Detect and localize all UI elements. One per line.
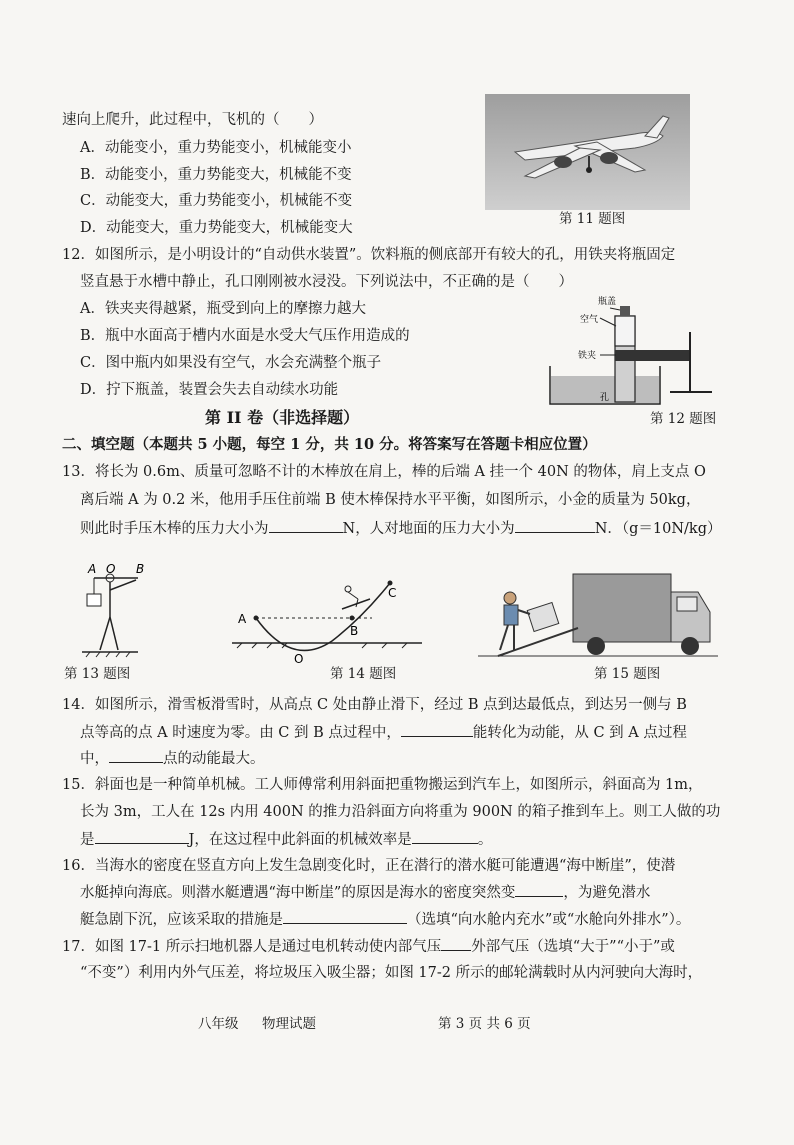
- q11-option-c: C．动能变大，重力势能变小，机械能不变: [80, 193, 353, 209]
- q14-answer-blank-1[interactable]: [401, 722, 473, 737]
- q12-figure-caption: 第 12 题图: [650, 411, 717, 427]
- q14-answer-blank-2[interactable]: [109, 748, 163, 763]
- q13-line3-text-b: N，人对地面的压力大小为: [342, 521, 515, 537]
- q12-line2: 竖直悬于水槽中静止，孔口刚刚被水浸没。下列说法中，不正确的是（ ）: [80, 274, 573, 290]
- q14-figure-caption: 第 14 题图: [330, 666, 397, 682]
- q13-label-o: O: [106, 562, 116, 576]
- q17-line2: “不变”）利用内外气压差，将垃圾压入吸尘器；如图 17-2 所示的邮轮满载时从内河驶向大海时，: [80, 965, 703, 981]
- q13-label-b: B: [136, 562, 145, 576]
- footer-grade: 八年级: [198, 1016, 239, 1032]
- q16-line3-text-b: （选填“向水舱内充水”或“水舱向外排水”）。: [407, 912, 691, 928]
- q12-option-a: A．铁夹夹得越紧，瓶受到向上的摩擦力越大: [80, 301, 366, 317]
- q14-line3: [80, 748, 265, 769]
- q12-option-d: D．拧下瓶盖，装置会失去自动续水功能: [80, 382, 339, 398]
- q16-answer-blank-2[interactable]: [283, 909, 407, 924]
- q13-figure-caption: 第 13 题图: [64, 666, 131, 682]
- q14-label-c: C: [388, 586, 397, 600]
- footer-subject: 物理试题: [262, 1016, 316, 1032]
- q12-option-b: B．瓶中水面高于槽内水面是水受大气压作用造成的: [80, 328, 410, 344]
- q14-label-a: A: [238, 612, 247, 626]
- q15-line3-text-a: 是: [80, 832, 95, 848]
- q15-ramp-truck-diagram: [478, 570, 718, 662]
- q14-line3-text-b: 点的动能最大。: [163, 751, 265, 767]
- q13-answer-blank-1[interactable]: [269, 518, 343, 533]
- q15-line3-text-c: 。: [477, 832, 493, 848]
- q13-lever-diagram: [78, 562, 158, 664]
- q12-label-hole: 孔: [600, 393, 610, 403]
- section2-title: 二、填空题（本题共 5 小题，每空 1 分，共 10 分。将答案写在答题卡相应位置）: [62, 436, 597, 453]
- q12-option-c: C．图中瓶内如果没有空气，水会充满整个瓶子: [80, 355, 382, 371]
- q11-option-a: A．动能变小，重力势能变小，机械能变小: [80, 140, 352, 156]
- q14-line2: [80, 722, 687, 743]
- q16-line3-text-a: 艇急剧下沉，应该采取的措施是: [80, 912, 283, 928]
- q15-figure-caption: 第 15 题图: [594, 666, 661, 682]
- q14-line2-text-b: 能转化为动能，从 C 到 A 点过程: [472, 725, 687, 741]
- q17-line1-text-b: 外部气压（选填“大于”“小于”或: [471, 939, 675, 955]
- q16-line2-text-a: 水艇掉向海底。则潜水艇遭遇“海中断崖”的原因是海水的密度突然变: [80, 885, 516, 901]
- airplane-photo: [485, 94, 690, 210]
- q16-line2: [80, 882, 650, 903]
- q11-option-b: B．动能变小，重力势能变大，机械能不变: [80, 167, 352, 183]
- footer-page-number: 第 3 页 共 6 页: [438, 1016, 531, 1032]
- q12-water-supply-diagram: [540, 292, 720, 410]
- q16-line1: 16．当海水的密度在竖直方向上发生急剧变化时，正在潜行的潜水艇可能遭遇“海中断崖”，使潜: [62, 858, 676, 874]
- q13-line3-text-a: 则此时手压木棒的压力大小为: [80, 521, 269, 537]
- q15-line3: [80, 829, 492, 850]
- q16-line3: [80, 909, 690, 930]
- q13-line3: [80, 518, 722, 539]
- q11-option-d: D．动能变大，重力势能变大，机械能变大: [80, 220, 353, 236]
- q15-line2: 长为 3m，工人在 12s 内用 400N 的推力沿斜面方向将重为 900N 的箱子推到车上。则工人做的功: [80, 804, 721, 820]
- q17-line1-text-a: 17．如图 17-1 所示扫地机器人是通过电机转动使内部气压: [62, 939, 442, 955]
- q16-answer-blank-1[interactable]: [515, 882, 563, 897]
- q12-label-cap: 瓶盖: [598, 297, 617, 307]
- q14-skiing-diagram: [232, 573, 422, 665]
- part2-title: 第 II 卷（非选择题）: [205, 408, 360, 427]
- q14-line3-text-a: 中，: [80, 751, 109, 767]
- q14-label-b: B: [350, 624, 359, 638]
- q12-label-air: 空气: [580, 315, 599, 325]
- q13-label-a: A: [88, 562, 97, 576]
- q11-stem: 速向上爬升，此过程中，飞机的（ ）: [62, 112, 323, 128]
- q13-line3-text-c: N．（g＝10N/kg）: [594, 521, 722, 537]
- q15-line1: 15．斜面也是一种简单机械。工人师傅常利用斜面把重物搬运到汽车上，如图所示，斜面高为 1m，: [62, 777, 703, 793]
- q14-line1: 14．如图所示，滑雪板滑雪时，从高点 C 处由静止滑下，经过 B 点到达最低点，到达另一侧与 B: [62, 697, 687, 713]
- q11-figure-caption: 第 11 题图: [559, 211, 626, 227]
- q14-label-o: O: [294, 652, 304, 665]
- q12-line1: 12．如图所示，是小明设计的“自动供水装置”。饮料瓶的侧底部开有较大的孔，用铁夹将瓶固定: [62, 247, 676, 263]
- q17-answer-blank-1[interactable]: [441, 936, 471, 951]
- q13-line2: 离后端 A 为 0.2 米，他用手压住前端 B 使木棒保持水平平衡，如图所示，小金的质量为 50kg，: [80, 492, 701, 508]
- q13-line1: 13．将长为 0.6m、质量可忽略不计的木棒放在肩上，棒的后端 A 挂一个 40N 的物体，肩上支点 O: [62, 464, 706, 480]
- q15-line3-text-b: J，在这过程中此斜面的机械效率是: [188, 832, 412, 848]
- q16-line2-text-b: ，为避免潜水: [563, 885, 651, 901]
- q17-line1: [62, 936, 675, 957]
- q14-line2-text-a: 点等高的点 A 时速度为零。由 C 到 B 点过程中，: [80, 725, 401, 741]
- q15-answer-blank-2[interactable]: [412, 829, 478, 844]
- q13-answer-blank-2[interactable]: [515, 518, 595, 533]
- q12-label-clip: 铁夹: [578, 351, 597, 361]
- q15-answer-blank-1[interactable]: [95, 829, 189, 844]
